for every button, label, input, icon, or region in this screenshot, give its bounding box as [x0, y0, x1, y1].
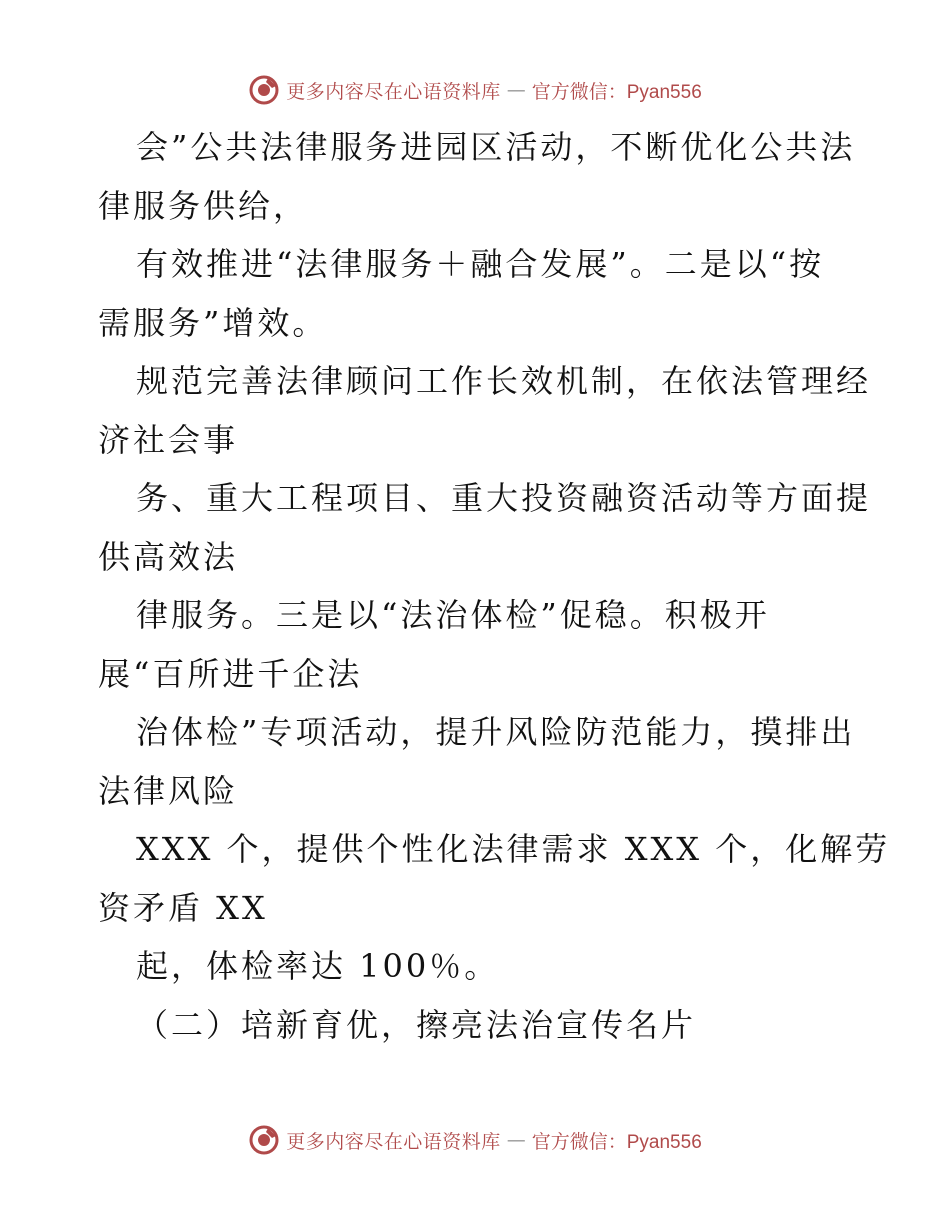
text-line: 律服务。三是以“法治体检”促稳。积极开	[136, 596, 770, 634]
text-line: 法律风险	[98, 771, 239, 810]
watermark-dash: —	[506, 1129, 526, 1151]
text-line: 需服务”增效。	[98, 303, 328, 342]
text-line: 起，体检率达 100％。	[136, 947, 500, 985]
text-line: XXX 个，提供个性化法律需求 XXX 个，化解劳	[136, 830, 891, 868]
watermark-text: 更多内容尽在心语资料库	[286, 1130, 501, 1153]
watermark-contact: 官方微信：Pyan556	[531, 1131, 702, 1153]
text-line: 有效推进“法律服务＋融合发展”。二是以“按	[136, 245, 825, 283]
section-heading: （二）培新育优，擦亮法治宣传名片	[136, 1005, 697, 1044]
text-line: 务、重大工程项目、重大投资融资活动等方面提	[136, 479, 872, 517]
watermark-text: 更多内容尽在心语资料库	[286, 80, 501, 103]
brand-logo-icon	[248, 1124, 280, 1156]
text-line: 资矛盾 XX	[98, 888, 268, 927]
watermark-dash: —	[506, 79, 526, 101]
footer-watermark	[0, 1120, 950, 1160]
text-line: 治体检”专项活动，提升风险防范能力，摸排出	[136, 713, 856, 751]
text-line: 律服务供给，	[98, 186, 309, 225]
text-line: 济社会事	[98, 420, 239, 459]
brand-logo-icon	[248, 74, 280, 106]
text-line: 供高效法	[98, 537, 239, 576]
watermark-contact: 官方微信：Pyan556	[531, 81, 702, 103]
header-watermark	[0, 70, 950, 110]
document-body	[98, 118, 891, 1054]
text-line: 规范完善法律顾问工作长效机制，在依法管理经	[136, 362, 872, 400]
text-line: 展“百所进千企法	[98, 654, 363, 693]
text-line: 会”公共法律服务进园区活动，不断优化公共法	[136, 128, 856, 166]
